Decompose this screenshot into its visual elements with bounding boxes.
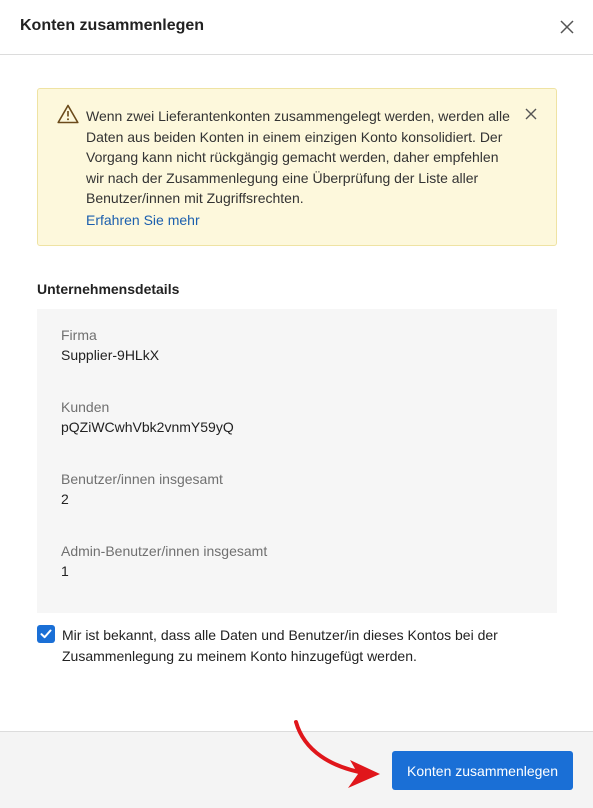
learn-more-link[interactable]: Erfahren Sie mehr [86, 212, 200, 228]
close-icon [525, 108, 537, 120]
field-label-total-users: Benutzer/innen insgesamt [61, 471, 223, 487]
close-button[interactable] [555, 15, 579, 39]
field-label-firma: Firma [61, 327, 97, 343]
warning-icon [57, 104, 79, 124]
field-value-total-users: 2 [61, 491, 69, 507]
field-value-admin-users: 1 [61, 563, 69, 579]
field-label-admin-users: Admin-Benutzer/innen insgesamt [61, 543, 268, 559]
field-value-kunden: pQZiWCwhVbk2vnmY59yQ [61, 419, 234, 435]
close-icon [559, 19, 575, 35]
dialog-header [0, 0, 593, 55]
alert-close-button[interactable] [522, 105, 540, 123]
acknowledge-label: Mir ist bekannt, dass alle Daten und Benutzer/in dieses Kontos bei der Zusammenlegung zu meinem Konto hinzugefügt werden. [62, 627, 498, 664]
dialog-title: Konten zusammenlegen [20, 17, 205, 34]
field-value-firma: Supplier-9HLkX [61, 347, 160, 363]
field-label-kunden: Kunden [61, 399, 110, 415]
merge-accounts-button[interactable]: Konten zusammenlegen [392, 751, 573, 790]
warning-alert [37, 88, 557, 246]
acknowledge-checkbox[interactable] [37, 625, 55, 643]
alert-message: Wenn zwei Lieferantenkonten zusammengelegt werden, werden alle Daten aus beiden Konten in einem einzigen Konto konsolidiert. Der Vorgang kann nicht rückgängig gemacht werden, daher empfehlen wir nach der Zusammenlegung eine Überprüfung der Liste aller Benutzer/innen mit Zugriffsrechten. [86, 108, 510, 206]
checkmark-icon [39, 627, 53, 641]
company-details-panel [37, 309, 557, 613]
section-title: Unternehmensdetails [37, 281, 180, 297]
